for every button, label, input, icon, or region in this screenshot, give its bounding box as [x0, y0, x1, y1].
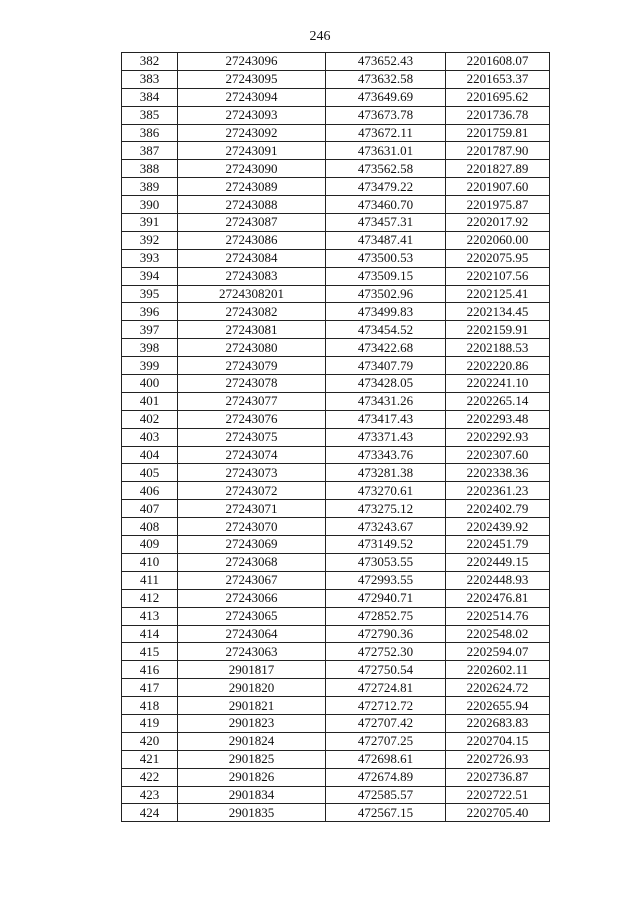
- x-coordinate-cell: 473672.11: [326, 124, 446, 142]
- point-id-cell: 27243074: [178, 446, 326, 464]
- point-id-cell: 27243084: [178, 249, 326, 267]
- x-coordinate-cell: 472852.75: [326, 607, 446, 625]
- row-index-cell: 400: [122, 375, 178, 393]
- point-id-cell: 27243082: [178, 303, 326, 321]
- point-id-cell: 2724308201: [178, 285, 326, 303]
- table-row: [122, 714, 550, 732]
- point-id-cell: 27243066: [178, 589, 326, 607]
- y-coordinate-cell: 2202602.11: [446, 661, 550, 679]
- table-row: [122, 124, 550, 142]
- x-coordinate-cell: 473499.83: [326, 303, 446, 321]
- x-coordinate-cell: 473243.67: [326, 518, 446, 536]
- x-coordinate-cell: 473502.96: [326, 285, 446, 303]
- x-coordinate-cell: 473457.31: [326, 214, 446, 232]
- x-coordinate-cell: 473652.43: [326, 53, 446, 71]
- row-index-cell: 388: [122, 160, 178, 178]
- x-coordinate-cell: 472567.15: [326, 804, 446, 822]
- y-coordinate-cell: 2202722.51: [446, 786, 550, 804]
- x-coordinate-cell: 472750.54: [326, 661, 446, 679]
- row-index-cell: 382: [122, 53, 178, 71]
- table-row: [122, 518, 550, 536]
- y-coordinate-cell: 2202159.91: [446, 321, 550, 339]
- y-coordinate-cell: 2202361.23: [446, 482, 550, 500]
- y-coordinate-cell: 2202448.93: [446, 571, 550, 589]
- y-coordinate-cell: 2201787.90: [446, 142, 550, 160]
- y-coordinate-cell: 2201827.89: [446, 160, 550, 178]
- x-coordinate-cell: 473417.43: [326, 410, 446, 428]
- x-coordinate-cell: 472712.72: [326, 697, 446, 715]
- table-row: [122, 589, 550, 607]
- page-number: 246: [309, 29, 331, 44]
- point-id-cell: 27243073: [178, 464, 326, 482]
- y-coordinate-cell: 2201653.37: [446, 70, 550, 88]
- point-id-cell: 2901834: [178, 786, 326, 804]
- row-index-cell: 397: [122, 321, 178, 339]
- x-coordinate-cell: 472790.36: [326, 625, 446, 643]
- row-index-cell: 404: [122, 446, 178, 464]
- table-row: [122, 53, 550, 71]
- point-id-cell: 2901835: [178, 804, 326, 822]
- table-row: [122, 214, 550, 232]
- point-id-cell: 27243065: [178, 607, 326, 625]
- table-row: [122, 106, 550, 124]
- row-index-cell: 387: [122, 142, 178, 160]
- row-index-cell: 416: [122, 661, 178, 679]
- x-coordinate-cell: 472940.71: [326, 589, 446, 607]
- x-coordinate-cell: 473371.43: [326, 428, 446, 446]
- row-index-cell: 415: [122, 643, 178, 661]
- y-coordinate-cell: 2201736.78: [446, 106, 550, 124]
- x-coordinate-cell: 473479.22: [326, 178, 446, 196]
- table-row: [122, 697, 550, 715]
- point-id-cell: 27243088: [178, 196, 326, 214]
- row-index-cell: 394: [122, 267, 178, 285]
- table-row: [122, 804, 550, 822]
- row-index-cell: 396: [122, 303, 178, 321]
- y-coordinate-cell: 2202060.00: [446, 231, 550, 249]
- row-index-cell: 407: [122, 500, 178, 518]
- row-index-cell: 408: [122, 518, 178, 536]
- y-coordinate-cell: 2202548.02: [446, 625, 550, 643]
- row-index-cell: 423: [122, 786, 178, 804]
- row-index-cell: 422: [122, 768, 178, 786]
- y-coordinate-cell: 2202075.95: [446, 249, 550, 267]
- row-index-cell: 420: [122, 732, 178, 750]
- row-index-cell: 398: [122, 339, 178, 357]
- x-coordinate-cell: 473509.15: [326, 267, 446, 285]
- table-row: [122, 303, 550, 321]
- x-coordinate-cell: 473431.26: [326, 392, 446, 410]
- table-row: [122, 249, 550, 267]
- table-row: [122, 428, 550, 446]
- table-row: [122, 482, 550, 500]
- table-row: [122, 553, 550, 571]
- point-id-cell: 27243067: [178, 571, 326, 589]
- table-row: [122, 196, 550, 214]
- y-coordinate-cell: 2202107.56: [446, 267, 550, 285]
- x-coordinate-cell: 473149.52: [326, 536, 446, 554]
- point-id-cell: 27243092: [178, 124, 326, 142]
- y-coordinate-cell: 2202683.83: [446, 714, 550, 732]
- x-coordinate-cell: 472674.89: [326, 768, 446, 786]
- y-coordinate-cell: 2202451.79: [446, 536, 550, 554]
- table-body: [122, 53, 550, 822]
- x-coordinate-cell: 472585.57: [326, 786, 446, 804]
- x-coordinate-cell: 473281.38: [326, 464, 446, 482]
- y-coordinate-cell: 2202624.72: [446, 679, 550, 697]
- point-id-cell: 27243090: [178, 160, 326, 178]
- row-index-cell: 385: [122, 106, 178, 124]
- table-row: [122, 732, 550, 750]
- table-row: [122, 178, 550, 196]
- table-row: [122, 625, 550, 643]
- y-coordinate-cell: 2202476.81: [446, 589, 550, 607]
- point-id-cell: 27243094: [178, 88, 326, 106]
- row-index-cell: 390: [122, 196, 178, 214]
- row-index-cell: 406: [122, 482, 178, 500]
- row-index-cell: 414: [122, 625, 178, 643]
- x-coordinate-cell: 473673.78: [326, 106, 446, 124]
- table-row: [122, 231, 550, 249]
- point-id-cell: 27243068: [178, 553, 326, 571]
- x-coordinate-cell: 473454.52: [326, 321, 446, 339]
- point-id-cell: 27243078: [178, 375, 326, 393]
- point-id-cell: 27243093: [178, 106, 326, 124]
- y-coordinate-cell: 2202338.36: [446, 464, 550, 482]
- row-index-cell: 419: [122, 714, 178, 732]
- row-index-cell: 386: [122, 124, 178, 142]
- table-row: [122, 321, 550, 339]
- x-coordinate-cell: 473275.12: [326, 500, 446, 518]
- x-coordinate-cell: 473460.70: [326, 196, 446, 214]
- y-coordinate-cell: 2202655.94: [446, 697, 550, 715]
- point-id-cell: 27243064: [178, 625, 326, 643]
- table-row: [122, 160, 550, 178]
- x-coordinate-cell: 472752.30: [326, 643, 446, 661]
- x-coordinate-cell: 473343.76: [326, 446, 446, 464]
- table-row: [122, 536, 550, 554]
- table-row: [122, 285, 550, 303]
- table-row: [122, 70, 550, 88]
- y-coordinate-cell: 2202439.92: [446, 518, 550, 536]
- point-id-cell: 27243072: [178, 482, 326, 500]
- row-index-cell: 418: [122, 697, 178, 715]
- x-coordinate-cell: 473487.41: [326, 231, 446, 249]
- table-row: [122, 571, 550, 589]
- row-index-cell: 421: [122, 750, 178, 768]
- y-coordinate-cell: 2202241.10: [446, 375, 550, 393]
- table-row: [122, 679, 550, 697]
- table-row: [122, 446, 550, 464]
- row-index-cell: 391: [122, 214, 178, 232]
- point-id-cell: 2901817: [178, 661, 326, 679]
- row-index-cell: 417: [122, 679, 178, 697]
- y-coordinate-cell: 2202736.87: [446, 768, 550, 786]
- y-coordinate-cell: 2202292.93: [446, 428, 550, 446]
- point-id-cell: 27243069: [178, 536, 326, 554]
- y-coordinate-cell: 2202134.45: [446, 303, 550, 321]
- row-index-cell: 413: [122, 607, 178, 625]
- row-index-cell: 412: [122, 589, 178, 607]
- point-id-cell: 27243083: [178, 267, 326, 285]
- point-id-cell: 27243086: [178, 231, 326, 249]
- table-row: [122, 357, 550, 375]
- y-coordinate-cell: 2201608.07: [446, 53, 550, 71]
- x-coordinate-cell: 473422.68: [326, 339, 446, 357]
- point-id-cell: 2901821: [178, 697, 326, 715]
- row-index-cell: 399: [122, 357, 178, 375]
- y-coordinate-cell: 2202125.41: [446, 285, 550, 303]
- y-coordinate-cell: 2201695.62: [446, 88, 550, 106]
- table-row: [122, 464, 550, 482]
- point-id-cell: 27243095: [178, 70, 326, 88]
- table-row: [122, 643, 550, 661]
- point-id-cell: 27243087: [178, 214, 326, 232]
- row-index-cell: 424: [122, 804, 178, 822]
- table-row: [122, 142, 550, 160]
- x-coordinate-cell: 473407.79: [326, 357, 446, 375]
- y-coordinate-cell: 2202402.79: [446, 500, 550, 518]
- row-index-cell: 389: [122, 178, 178, 196]
- point-id-cell: 27243070: [178, 518, 326, 536]
- table-row: [122, 267, 550, 285]
- x-coordinate-cell: 472993.55: [326, 571, 446, 589]
- x-coordinate-cell: 473632.58: [326, 70, 446, 88]
- table-row: [122, 500, 550, 518]
- x-coordinate-cell: 472707.42: [326, 714, 446, 732]
- row-index-cell: 384: [122, 88, 178, 106]
- coordinates-table: [121, 52, 550, 822]
- y-coordinate-cell: 2202265.14: [446, 392, 550, 410]
- table-row: [122, 768, 550, 786]
- point-id-cell: 2901825: [178, 750, 326, 768]
- point-id-cell: 27243076: [178, 410, 326, 428]
- point-id-cell: 27243077: [178, 392, 326, 410]
- x-coordinate-cell: 473500.53: [326, 249, 446, 267]
- x-coordinate-cell: 473053.55: [326, 553, 446, 571]
- row-index-cell: 410: [122, 553, 178, 571]
- point-id-cell: 27243096: [178, 53, 326, 71]
- row-index-cell: 395: [122, 285, 178, 303]
- point-id-cell: 2901820: [178, 679, 326, 697]
- point-id-cell: 27243080: [178, 339, 326, 357]
- x-coordinate-cell: 472707.25: [326, 732, 446, 750]
- point-id-cell: 2901826: [178, 768, 326, 786]
- point-id-cell: 27243075: [178, 428, 326, 446]
- x-coordinate-cell: 473428.05: [326, 375, 446, 393]
- table-row: [122, 786, 550, 804]
- y-coordinate-cell: 2202188.53: [446, 339, 550, 357]
- x-coordinate-cell: 472724.81: [326, 679, 446, 697]
- x-coordinate-cell: 473562.58: [326, 160, 446, 178]
- y-coordinate-cell: 2202220.86: [446, 357, 550, 375]
- table-row: [122, 661, 550, 679]
- x-coordinate-cell: 473270.61: [326, 482, 446, 500]
- row-index-cell: 383: [122, 70, 178, 88]
- y-coordinate-cell: 2202514.76: [446, 607, 550, 625]
- point-id-cell: 2901824: [178, 732, 326, 750]
- x-coordinate-cell: 473631.01: [326, 142, 446, 160]
- point-id-cell: 27243091: [178, 142, 326, 160]
- y-coordinate-cell: 2202017.92: [446, 214, 550, 232]
- row-index-cell: 403: [122, 428, 178, 446]
- y-coordinate-cell: 2202705.40: [446, 804, 550, 822]
- point-id-cell: 27243089: [178, 178, 326, 196]
- point-id-cell: 2901823: [178, 714, 326, 732]
- table-row: [122, 375, 550, 393]
- table-row: [122, 750, 550, 768]
- y-coordinate-cell: 2202293.48: [446, 410, 550, 428]
- y-coordinate-cell: 2201759.81: [446, 124, 550, 142]
- point-id-cell: 27243071: [178, 500, 326, 518]
- table-row: [122, 392, 550, 410]
- table-row: [122, 339, 550, 357]
- x-coordinate-cell: 472698.61: [326, 750, 446, 768]
- row-index-cell: 401: [122, 392, 178, 410]
- table-row: [122, 410, 550, 428]
- table-row: [122, 607, 550, 625]
- point-id-cell: 27243063: [178, 643, 326, 661]
- point-id-cell: 27243079: [178, 357, 326, 375]
- row-index-cell: 393: [122, 249, 178, 267]
- table-row: [122, 88, 550, 106]
- row-index-cell: 402: [122, 410, 178, 428]
- y-coordinate-cell: 2202307.60: [446, 446, 550, 464]
- y-coordinate-cell: 2201975.87: [446, 196, 550, 214]
- x-coordinate-cell: 473649.69: [326, 88, 446, 106]
- row-index-cell: 409: [122, 536, 178, 554]
- y-coordinate-cell: 2202726.93: [446, 750, 550, 768]
- y-coordinate-cell: 2202704.15: [446, 732, 550, 750]
- row-index-cell: 405: [122, 464, 178, 482]
- row-index-cell: 411: [122, 571, 178, 589]
- y-coordinate-cell: 2201907.60: [446, 178, 550, 196]
- point-id-cell: 27243081: [178, 321, 326, 339]
- row-index-cell: 392: [122, 231, 178, 249]
- y-coordinate-cell: 2202594.07: [446, 643, 550, 661]
- y-coordinate-cell: 2202449.15: [446, 553, 550, 571]
